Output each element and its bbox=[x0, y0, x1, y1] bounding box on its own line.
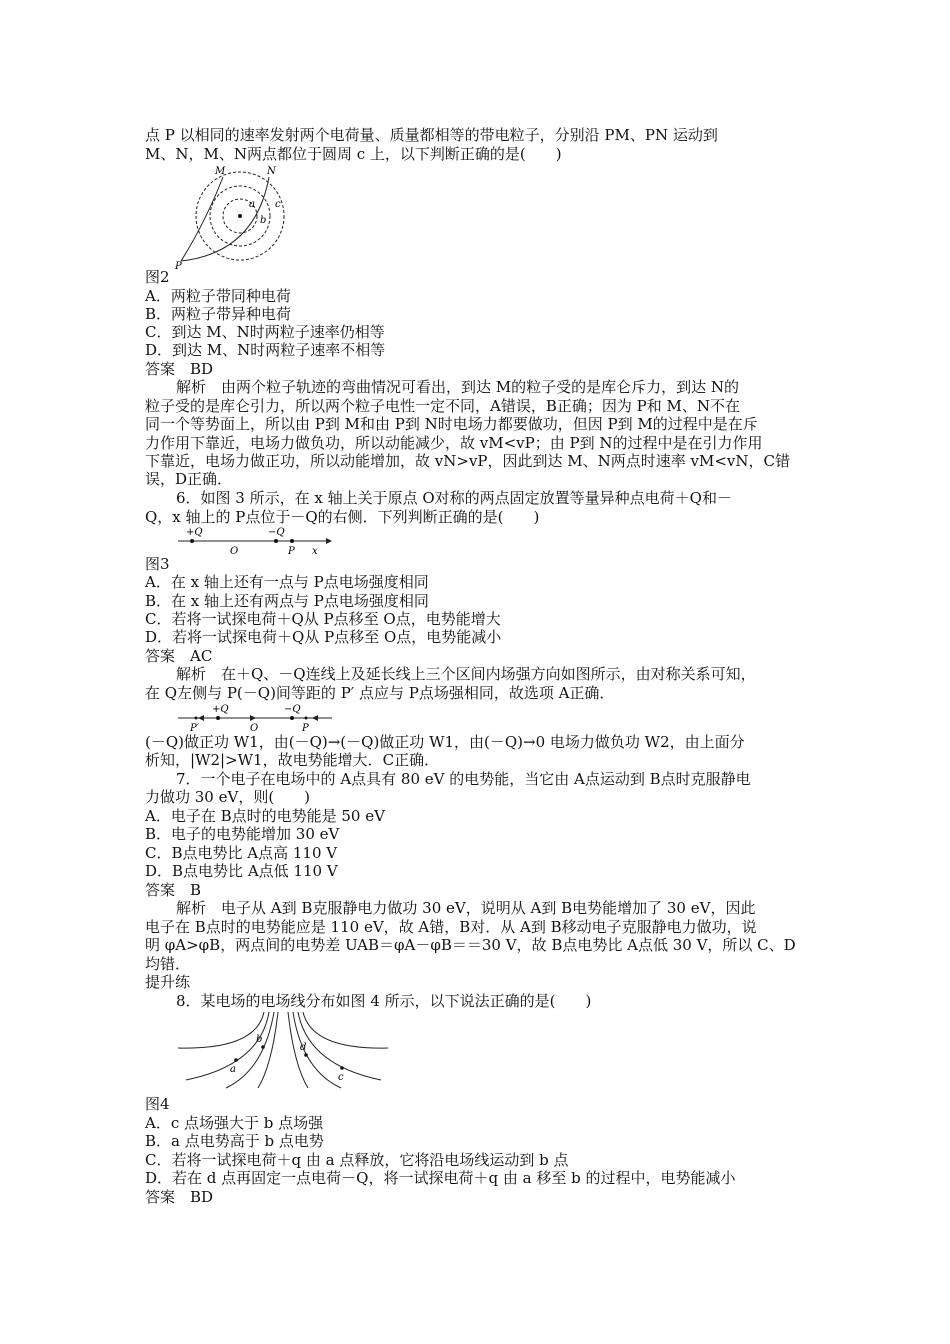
question-8: 8．某电场的电场线分布如图 4 所示，以下说法正确的是( ) bbox=[176, 992, 592, 1010]
option-d: D．到达 M、N时两粒子速率不相等 bbox=[145, 341, 386, 359]
option-c: C．到达 M、N时两粒子速率仍相等 bbox=[145, 323, 385, 341]
fig3-label-minusQ: −Q bbox=[268, 527, 285, 538]
fig2-label-b: b bbox=[260, 215, 267, 226]
answer: 答案 AC bbox=[145, 647, 213, 665]
fig4-label-a: a bbox=[230, 1064, 236, 1075]
fig2-label-a: a bbox=[249, 199, 255, 210]
answer: 答案 BD bbox=[145, 1188, 214, 1206]
analysis-text: 解析 电子从 A到 B克服静电力做功 30 eV，说明从 A到 B电势能增加了 30 eV，因此 bbox=[176, 899, 756, 917]
fig3-label-P: P bbox=[288, 546, 295, 557]
answer: 答案 B bbox=[145, 881, 202, 899]
analysis-text: 力作用下靠近，电场力做负功，所以动能减少，故 vM<vP；由 P到 N的过程中是在引力作用 bbox=[145, 434, 763, 452]
option-a: A．电子在 B点时的电势能是 50 eV bbox=[145, 807, 385, 825]
fig3b-label-O: O bbox=[250, 723, 259, 734]
analysis-text: 解析 由两个粒子轨迹的弯曲情况可看出，到达 M的粒子受的是库仑斥力，到达 N的 bbox=[176, 378, 740, 396]
fig3b-label-P: P bbox=[302, 723, 309, 734]
figure-3-axis bbox=[176, 525, 336, 557]
fig3b-label-plusQ: +Q bbox=[212, 704, 229, 715]
question-7: 7．一个电子在电场中的 A点具有 80 eV 的电势能，当它由 A点运动到 B点时克服静电 bbox=[176, 770, 751, 788]
analysis-text: (－Q)做正功 W1，由(－Q)→(－Q)做正功 W1，由(－Q)→0 电场力做负功 W2，由上面分 bbox=[145, 733, 745, 751]
fig2-label-M: M bbox=[215, 166, 226, 177]
figure-field-direction bbox=[176, 702, 336, 734]
fig3-label-O: O bbox=[230, 546, 239, 557]
fig3-label-x: x bbox=[312, 546, 318, 557]
option-d: D．B点电势比 A点低 110 V bbox=[145, 862, 338, 880]
analysis-text: 粒子受的是库仑引力，所以两个粒子电性一定不同，A错误，B正确；因为 P和 M、N不在 bbox=[145, 397, 740, 415]
option-c: C．B点电势比 A点高 110 V bbox=[145, 844, 338, 862]
fig3b-label-minusQ: −Q bbox=[284, 704, 301, 715]
answer: 答案 BD bbox=[145, 360, 214, 378]
analysis-text: 在 Q左侧与 P(－Q)间等距的 P′ 点应与 P点场强相同，故选项 A正确． bbox=[145, 684, 615, 702]
analysis-text: 解析 在＋Q、－Q连线上及延长线上三个区间内场强方向如图所示，由对称关系可知， bbox=[176, 665, 756, 683]
fig2-label-N: N bbox=[267, 166, 276, 177]
analysis-text: 析知，|W2|>W1，故电势能增大．C正确． bbox=[145, 751, 440, 769]
fig3b-label-Pprime: P′ bbox=[190, 723, 199, 734]
option-b: B．电子的电势能增加 30 eV bbox=[145, 825, 340, 843]
question-6: 6．如图 3 所示，在 x 轴上关于原点 O对称的两点固定放置等量异种点电荷＋Q和－ bbox=[176, 489, 732, 507]
fig4-label-d: d bbox=[300, 1042, 307, 1053]
analysis-text: 电子在 B点时的电势能应是 110 eV，故 A错，B对．从 A到 B移动电子克服静电力做功，说 bbox=[145, 918, 757, 936]
option-d: D．若在 d 点再固定一点电荷－Q，将一试探电荷＋q 由 a 移至 b 的过程中，电势能减小 bbox=[145, 1169, 736, 1187]
option-d: D．若将一试探电荷＋Q从 P点移至 O点，电势能减小 bbox=[145, 628, 502, 646]
text-line: 点 P 以相同的速率发射两个电荷量、质量都相等的带电粒子，分别沿 PM、PN 运动到 bbox=[145, 126, 718, 144]
option-c: C．若将一试探电荷＋Q从 P点移至 O点，电势能增大 bbox=[145, 610, 501, 628]
analysis-text: 明 φA>φB，两点间的电势差 UAB＝φA－φB＝＝30 V，故 B点电势比 A点低 30 V，所以 C、D bbox=[145, 936, 796, 954]
option-b: B．在 x 轴上还有两点与 P点电场强度相同 bbox=[145, 592, 429, 610]
figure-4-field-lines bbox=[176, 1010, 391, 1090]
option-b: B．两粒子带异种电荷 bbox=[145, 305, 292, 323]
option-a: A．在 x 轴上还有一点与 P点电场强度相同 bbox=[145, 573, 429, 591]
fig4-label-c: c bbox=[338, 1072, 344, 1083]
analysis-text: 下靠近，电场力做正功，所以动能增加，故 vN>vP，因此到达 M、N两点时速率 vM<vN，C错 bbox=[145, 452, 791, 470]
analysis-text: 误，D正确． bbox=[145, 470, 233, 488]
figure-2-concentric-circles bbox=[175, 163, 285, 271]
question-7: 力做功 30 eV，则( ) bbox=[145, 788, 311, 806]
option-c: C．若将一试探电荷＋q 由 a 点释放，它将沿电场线运动到 b 点 bbox=[145, 1151, 569, 1169]
text-line: M、N，M、N两点都位于圆周 c 上，以下判断正确的是( ) bbox=[145, 145, 562, 163]
fig3-label-plusQ: +Q bbox=[186, 527, 203, 538]
question-6: Q，x 轴上的 P点位于－Q的右侧．下列判断正确的是( ) bbox=[145, 508, 540, 526]
fig2-label-c: c bbox=[275, 199, 281, 210]
fig4-label-b: b bbox=[256, 1034, 263, 1045]
figure-caption: 图4 bbox=[145, 1095, 170, 1113]
option-a: A．两粒子带同种电荷 bbox=[145, 287, 291, 305]
analysis-text: 均错． bbox=[145, 955, 191, 973]
figure-caption: 图3 bbox=[145, 555, 170, 573]
figure-caption: 图2 bbox=[145, 268, 170, 286]
section-heading: 提升练 bbox=[145, 973, 191, 991]
option-b: B．a 点电势高于 b 点电势 bbox=[145, 1132, 324, 1150]
analysis-text: 同一个等势面上，所以由 P到 M和由 P到 N时电场力都要做功，但因 P到 M的过程中是在斥 bbox=[145, 415, 758, 433]
fig2-label-P: P bbox=[175, 261, 182, 271]
option-a: A．c 点场强大于 b 点场强 bbox=[145, 1114, 324, 1132]
